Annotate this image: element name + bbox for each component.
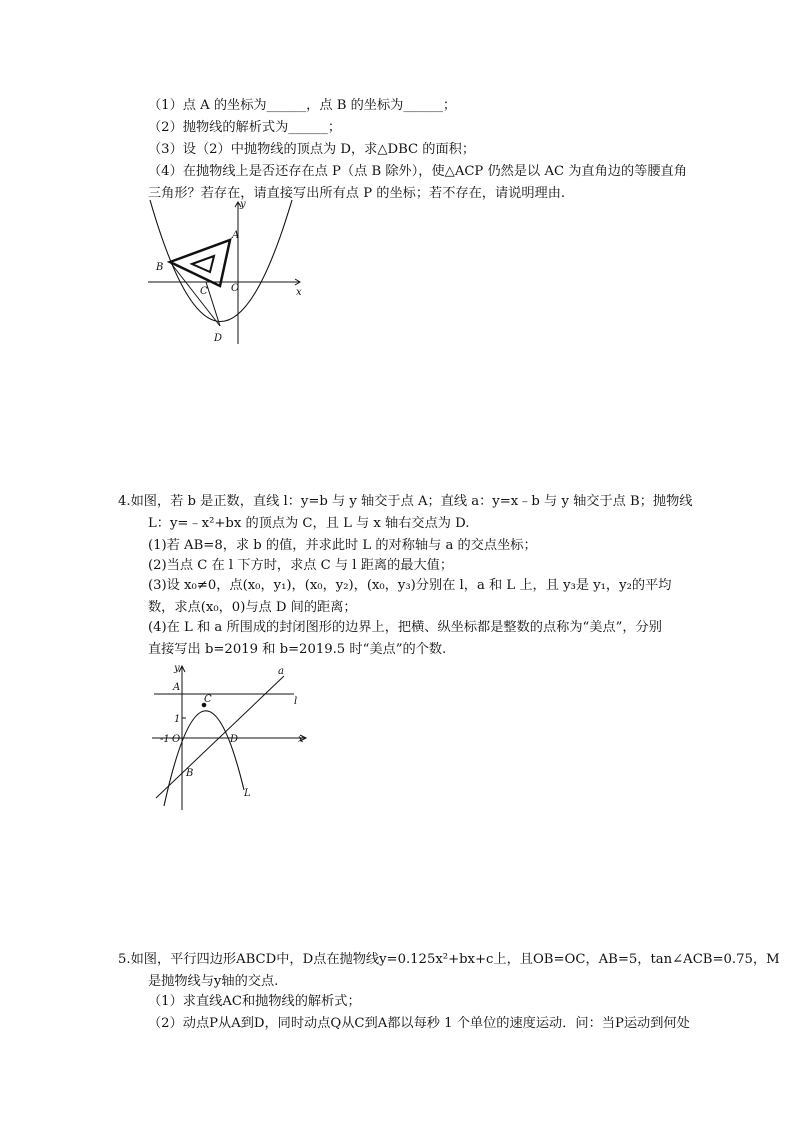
fig2-B-label: B bbox=[186, 768, 194, 779]
p5-line2: 是抛物线与y轴的交点. bbox=[148, 974, 279, 989]
p5-line3: （1）求直线AC和抛物线的解析式； bbox=[148, 994, 361, 1009]
fig2-O-label: O bbox=[172, 734, 181, 745]
fig2-C-label: C bbox=[204, 694, 212, 705]
fig2-a-label: a bbox=[278, 666, 284, 677]
q3-4a: （4）在抛物线上是否还存在点 P（点 B 除外），使△ACP 仍然是以 AC 为直角边的等腰直角 bbox=[148, 164, 687, 179]
fig2-A-label: A bbox=[173, 682, 181, 693]
fig2-L-label: L bbox=[244, 788, 251, 799]
q3-2: （2）抛物线的解析式为______； bbox=[148, 120, 342, 135]
fig1-C-label: C bbox=[200, 286, 208, 297]
fig2-neg1-label: -1 bbox=[160, 734, 170, 745]
fig2-D-label: D bbox=[230, 734, 239, 745]
p4-line3: (1)若 AB=8，求 b 的值，并求此时 L 的对称轴与 a 的交点坐标； bbox=[148, 538, 537, 553]
p4-line8: 直接写出 b=2019 和 b=2019.5 时“美点”的个数. bbox=[148, 642, 447, 657]
q3-4b: 三角形？若存在，请直接写出所有点 P 的坐标；若不存在，请说明理由. bbox=[148, 186, 566, 201]
fig1-x-label: x bbox=[296, 287, 302, 298]
figure-lines-parabola bbox=[148, 662, 318, 812]
q3-3: （3）设（2）中抛物线的顶点为 D，求△DBC 的面积； bbox=[148, 142, 476, 157]
p4-line5: (3)设 x₀≠0，点(x₀，y₁)，(x₀，y₂)，(x₀，y₃)分别在 l，a 和 L 上，且 y₃是 y₁，y₂的平均 bbox=[148, 578, 672, 593]
p4-line7: (4)在 L 和 a 所围成的封闭图形的边界上，把横、纵坐标都是整数的点称为“美点”，分别 bbox=[148, 620, 662, 635]
p5-line4: （2）动点P从A到D，同时动点Q从C到A都以每秒 1 个单位的速度运动．问：当P运动到何处 bbox=[148, 1016, 690, 1031]
p4-line6: 数，求点(x₀，0)与点 D 间的距离； bbox=[148, 600, 357, 615]
p5-line1: 5.如图，平行四边形ABCD中，D点在抛物线y=0.125x²+bx+c上，且OB=OC，AB=5，tan∠ACB=0.75，M bbox=[118, 952, 780, 967]
fig2-one-label: 1 bbox=[174, 714, 181, 725]
fig2-y-label: y bbox=[174, 663, 180, 674]
fig1-A-label: A bbox=[232, 230, 240, 241]
p4-line2: L：y=﹣x²+bx 的顶点为 C，且 L 与 x 轴右交点为 D. bbox=[148, 516, 470, 531]
fig2-x-label: x bbox=[298, 734, 304, 745]
figure-parabola-triangle bbox=[140, 198, 310, 348]
p4-line4: (2)当点 C 在 l 下方时，求点 C 与 l 距离的最大值； bbox=[148, 558, 454, 573]
q3-1: （1）点 A 的坐标为______，点 B 的坐标为______； bbox=[148, 98, 457, 113]
fig1-y-label: y bbox=[240, 199, 246, 210]
p4-line1: 4.如图，若 b 是正数，直线 l：y=b 与 y 轴交于点 A；直线 a：y=x﹣b 与 y 轴交于点 B；抛物线 bbox=[118, 494, 693, 509]
fig1-B-label: B bbox=[156, 262, 164, 273]
fig1-D-label: D bbox=[214, 333, 223, 344]
fig1-O-label: O bbox=[231, 283, 240, 294]
fig2-l-label: l bbox=[294, 696, 298, 707]
